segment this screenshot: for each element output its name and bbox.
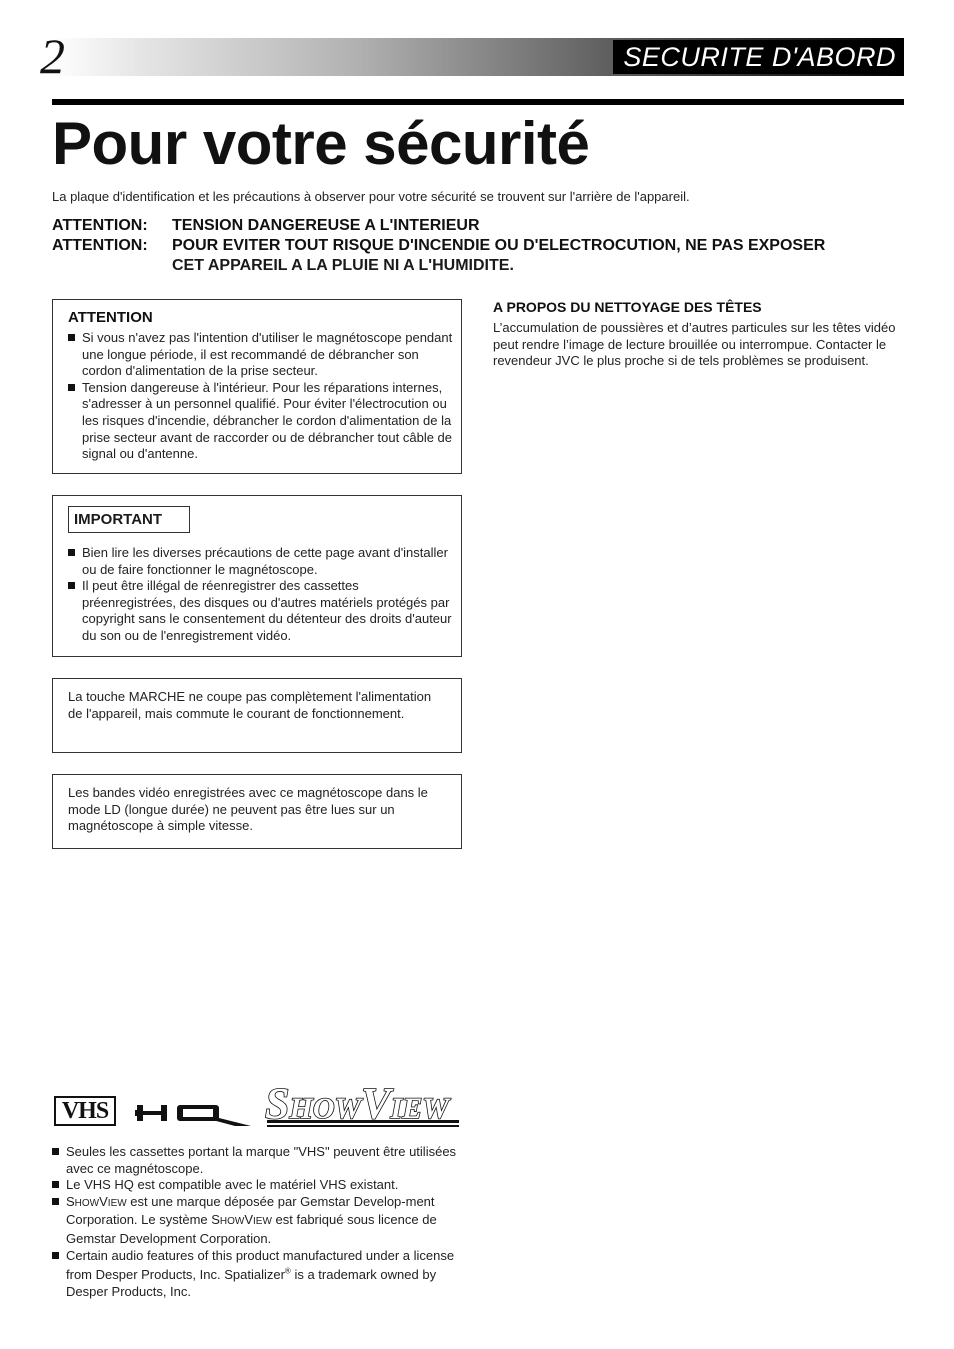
- square-bullet-icon: [52, 1252, 59, 1259]
- showview-logo: [263, 1080, 461, 1130]
- square-bullet-icon: [52, 1148, 59, 1155]
- list-item: [68, 380, 453, 463]
- attention-label: ATTENTION:: [52, 237, 148, 254]
- showview-logo-text: SHOWVIEW: [265, 1080, 449, 1128]
- page-title: Pour votre sécurité: [52, 110, 590, 177]
- attention-label: ATTENTION:: [52, 217, 148, 234]
- square-bullet-icon: [68, 334, 75, 341]
- list-item: [52, 1144, 462, 1177]
- trademark-notes-list: [52, 1144, 462, 1301]
- list-item-text: Seules les cassettes portant la marque "VHS" peuvent être utilisées avec ce magnétoscope.: [66, 1144, 457, 1176]
- list-item-text: Tension dangereuse à l'intérieur. Pour les réparations internes, s'adresser à un personnel qualifié. Pour éviter l'électrocution ou les risques d'incendie, débrancher le cordon d'alimentation de la prise secteur avant de raccorder ou de débrancher tout câble de signal ou d'antenne.: [82, 379, 453, 462]
- square-bullet-icon: [52, 1181, 59, 1188]
- attention-box: [52, 299, 462, 474]
- attention-line-2-text: POUR EVITER TOUT RISQUE D'INCENDIE OU D'ELECTROCUTION, NE PAS EXPOSER: [172, 237, 826, 254]
- list-item: [68, 578, 453, 644]
- attention-box-list: [68, 330, 453, 463]
- power-switch-note-text: La touche MARCHE ne coupe pas complètement l'alimentation de l'appareil, mais commute le courant de fonctionnement.: [68, 689, 432, 721]
- attention-line-1: [52, 216, 480, 236]
- list-item: [52, 1248, 462, 1301]
- ld-mode-note-box: [52, 774, 462, 849]
- section-title: SECURITE D'ABORD: [613, 40, 902, 74]
- list-item-text: Si vous n'avez pas l'intention d'utiliser le magnétoscope pendant une longue période, il est recommandé de débrancher son cordon d'alimentation de la prise secteur.: [82, 330, 453, 379]
- head-cleaning-text: L’accumulation de poussières et d’autres particules sur les têtes vidéo peut rendre l’image de lecture brouillée ou interrompue. Contacter le revendeur JVC le plus proche si de tels problèmes se produisent.: [493, 320, 896, 369]
- list-item: [68, 330, 453, 380]
- hq-logo: [135, 1098, 253, 1128]
- square-bullet-icon: [68, 549, 75, 556]
- list-item-text: Certain audio features of this product manufactured under a license from Desper Products, Inc. Spatializer® is a trademark owned by Desper Products, Inc.: [66, 1247, 455, 1300]
- list-item: [68, 545, 453, 578]
- list-item: [52, 1177, 462, 1194]
- ld-mode-note-text: Les bandes vidéo enregistrées avec ce magnétoscope dans le mode LD (longue durée) ne peuvent pas être lues sur un magnétoscope à simple vitesse.: [68, 785, 428, 834]
- list-item: [52, 1194, 462, 1248]
- attention-line-1-text: TENSION DANGEREUSE A L'INTERIEUR: [172, 217, 480, 234]
- important-box-list: [68, 545, 453, 645]
- attention-line-2-continued: CET APPAREIL A LA PLUIE NI A L'HUMIDITE.: [172, 257, 514, 274]
- important-heading: IMPORTANT: [68, 506, 190, 533]
- important-box: [52, 495, 462, 657]
- intro-text: La plaque d'identification et les précautions à observer pour votre sécurité se trouvent sur l'arrière de l'appareil.: [52, 189, 690, 204]
- list-item-text: Le VHS HQ est compatible avec le matériel VHS existant.: [66, 1177, 399, 1193]
- attention-box-heading: ATTENTION: [68, 309, 153, 326]
- square-bullet-icon: [52, 1198, 59, 1205]
- page-number: 2: [40, 28, 65, 84]
- power-switch-note-box: [52, 678, 462, 753]
- vhs-logo-text: VHS: [61, 1098, 109, 1124]
- vhs-logo: [54, 1096, 116, 1126]
- list-item-text: Il peut être illégal de réenregistrer des cassettes préenregistrées, des disques ou d'autres matériels protégés par copyright sans le consentement du détenteur des droits d'auteur du son ou de l'enregistrement vidéo.: [82, 578, 452, 643]
- attention-line-2: [52, 236, 825, 256]
- head-cleaning-heading: A PROPOS DU NETTOYAGE DES TÊTES: [493, 299, 762, 315]
- list-item-text: SHOWVIEW est une marque déposée par Gemstar Develop-ment Corporation. Le système SHOWVIEW est fabriqué sous licence de Gemstar Development Corporation.: [66, 1193, 437, 1246]
- hq-logo-text: HQ: [135, 1098, 137, 1099]
- square-bullet-icon: [68, 384, 75, 391]
- title-rule: [52, 99, 904, 105]
- square-bullet-icon: [68, 582, 75, 589]
- list-item-text: Bien lire les diverses précautions de cette page avant d'installer ou de faire fonctionner le magnétoscope.: [82, 545, 448, 577]
